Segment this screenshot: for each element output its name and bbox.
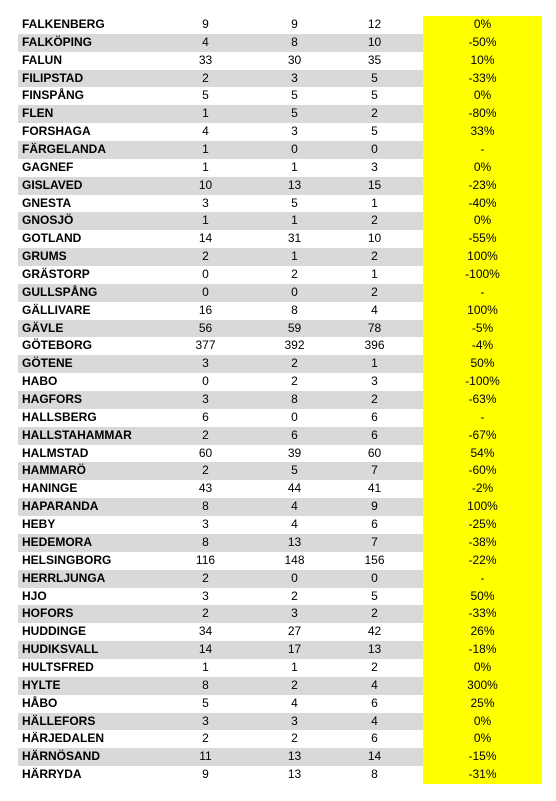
value-cell-1: 0 [148,284,263,302]
change-percent-cell: 54% [423,445,542,463]
municipality-cell: GRUMS [18,248,148,266]
value-cell-2: 39 [287,445,302,460]
table-row [18,445,542,463]
value-cell-1: 33 [198,52,213,67]
value-cell-1: 43 [198,481,213,496]
municipality-cell: HAGFORS [18,391,148,409]
value-cell-1: 3 [202,517,209,532]
municipality-cell: HÅBO [22,695,58,710]
table-row [18,391,542,409]
table-row [18,105,542,123]
value-cell-3: 2 [326,284,423,302]
change-percent-cell: 50% [423,355,542,373]
change-percent-cell: -50% [423,34,542,52]
value-cell-1: 34 [198,624,213,639]
table-row [18,52,542,70]
table-row [18,552,542,570]
value-cell-1: 377 [195,338,216,353]
table-row [18,677,542,695]
value-cell-1: 6 [202,409,209,424]
change-percent-cell: -4% [423,337,542,355]
value-cell-2: 8 [263,391,326,409]
table-row [18,462,542,480]
value-cell-2: 27 [287,624,302,639]
municipality-cell: GAGNEF [22,159,74,174]
value-cell-1: 4 [202,124,209,139]
table-row [18,588,542,606]
value-cell-2: 13 [287,767,302,782]
value-cell-1: 2 [148,605,263,623]
value-cell-2: 5 [263,105,326,123]
value-cell-1: 3 [202,588,209,603]
municipality-cell: HÄRRYDA [22,767,82,782]
value-cell-3: 15 [326,177,423,195]
value-cell-1: 8 [148,498,263,516]
value-cell-3: 42 [367,624,382,639]
change-percent-cell: -25% [423,516,542,534]
municipality-cell: HALLSTAHAMMAR [18,427,148,445]
value-cell-3: 3 [371,374,378,389]
table-row [18,766,542,784]
value-cell-3: 6 [371,517,378,532]
value-cell-1: 8 [148,534,263,552]
value-cell-3: 156 [364,552,385,567]
municipality-cell: GOTLAND [22,231,82,246]
change-percent-cell: -23% [423,177,542,195]
table-row [18,87,542,105]
municipality-cell: HAMMARÖ [18,462,148,480]
municipality-cell: FALUN [22,52,62,67]
change-percent-cell: 25% [423,695,542,713]
value-cell-3: 4 [326,713,423,731]
table-row [18,34,542,52]
value-cell-1: 5 [202,88,209,103]
value-cell-2: 8 [263,34,326,52]
change-percent-cell: -100% [423,373,542,391]
municipality-cell: HAPARANDA [18,498,148,516]
table-row [18,212,542,230]
change-percent-cell: -60% [423,462,542,480]
value-cell-1: 8 [148,677,263,695]
table-row [18,230,542,248]
value-cell-2: 4 [291,695,298,710]
table-row [18,373,542,391]
change-percent-cell: -31% [423,766,542,784]
value-cell-1: 1 [148,212,263,230]
value-cell-3: 6 [371,409,378,424]
change-percent-cell: 0% [423,730,542,748]
value-cell-3: 60 [367,445,382,460]
value-cell-1: 60 [198,445,213,460]
value-cell-2: 1 [291,159,298,174]
value-cell-2: 1 [291,659,298,674]
value-cell-1: 2 [202,731,209,746]
table-row [18,516,542,534]
value-cell-1: 5 [202,695,209,710]
table-row [18,284,542,302]
municipality-cell: GÄLLIVARE [22,302,91,317]
value-cell-3: 78 [326,320,423,338]
municipality-cell: HULTSFRED [22,659,94,674]
value-cell-1: 116 [195,552,216,567]
value-cell-2: 0 [291,409,298,424]
municipality-cell: HOFORS [18,605,148,623]
value-cell-2: 2 [291,731,298,746]
table-row [18,605,542,623]
value-cell-2: 0 [263,570,326,588]
municipality-cell: HYLTE [18,677,148,695]
table-row [18,248,542,266]
table-row [18,141,542,159]
municipality-table [18,16,542,784]
value-cell-2: 2 [263,355,326,373]
change-percent-cell: 0% [423,159,542,177]
value-cell-3: 14 [326,748,423,766]
value-cell-1: 1 [148,141,263,159]
table-row [18,534,542,552]
value-cell-3: 1 [371,267,378,282]
municipality-cell: FORSHAGA [22,124,91,139]
value-cell-2: 13 [263,177,326,195]
change-percent-cell: 0% [423,659,542,677]
municipality-cell: HUDDINGE [22,624,87,639]
change-percent-cell: 100% [423,498,542,516]
value-cell-1: 2 [148,427,263,445]
value-cell-3: 2 [326,212,423,230]
value-cell-2: 1 [263,212,326,230]
value-cell-1: 3 [148,355,263,373]
value-cell-1: 2 [148,70,263,88]
value-cell-2: 3 [291,124,298,139]
table-row [18,195,542,213]
value-cell-3: 12 [367,17,382,31]
value-cell-1: 9 [202,17,209,31]
value-cell-2: 6 [263,427,326,445]
municipality-cell: HEDEMORA [18,534,148,552]
change-percent-cell: 0% [423,212,542,230]
table-row [18,498,542,516]
value-cell-2: 13 [263,748,326,766]
value-cell-3: 0 [326,141,423,159]
table-row [18,570,542,588]
change-percent-cell: -55% [423,230,542,248]
value-cell-3: 2 [326,248,423,266]
change-percent-cell: - [423,141,542,159]
table-row [18,427,542,445]
municipality-cell: HERRLJUNGA [18,570,148,588]
value-cell-3: 1 [326,355,423,373]
change-percent-cell: - [423,409,542,427]
change-percent-cell: -40% [423,195,542,213]
value-cell-3: 7 [326,534,423,552]
table-row [18,623,542,641]
table-row [18,177,542,195]
value-cell-1: 56 [148,320,263,338]
table-row [18,123,542,141]
value-cell-3: 8 [371,767,378,782]
change-percent-cell: -18% [423,641,542,659]
value-cell-3: 10 [326,34,423,52]
value-cell-1: 2 [148,570,263,588]
change-percent-cell: 0% [423,87,542,105]
value-cell-3: 2 [326,605,423,623]
value-cell-3: 3 [371,159,378,174]
change-percent-cell: - [423,570,542,588]
change-percent-cell: -38% [423,534,542,552]
change-percent-cell: -33% [423,70,542,88]
change-percent-cell: -33% [423,605,542,623]
municipality-cell: GÖTEBORG [22,338,93,353]
value-cell-2: 31 [287,231,302,246]
value-cell-3: 2 [326,105,423,123]
municipality-cell: FALKENBERG [22,17,105,31]
municipality-cell: FINSPÅNG [22,88,85,103]
value-cell-1: 14 [148,641,263,659]
value-cell-3: 5 [371,588,378,603]
value-cell-1: 9 [202,767,209,782]
value-cell-2: 59 [263,320,326,338]
change-percent-cell: 100% [423,302,542,320]
value-cell-1: 14 [198,231,213,246]
value-cell-2: 392 [284,338,305,353]
municipality-cell: GÄVLE [18,320,148,338]
municipality-cell: HÄRJEDALEN [22,731,105,746]
value-cell-3: 396 [364,338,385,353]
municipality-cell: FILIPSTAD [18,70,148,88]
value-cell-2: 2 [291,267,298,282]
change-percent-cell: - [423,284,542,302]
value-cell-3: 13 [326,641,423,659]
value-cell-3: 4 [371,302,378,317]
value-cell-3: 2 [371,659,378,674]
table-row [18,266,542,284]
value-cell-2: 30 [287,52,302,67]
value-cell-1: 11 [148,748,263,766]
value-cell-1: 0 [202,374,209,389]
value-cell-3: 9 [326,498,423,516]
value-cell-2: 5 [291,88,298,103]
value-cell-1: 1 [202,659,209,674]
change-percent-cell: -100% [423,266,542,284]
municipality-cell: GÖTENE [18,355,148,373]
value-cell-2: 2 [291,374,298,389]
change-percent-cell: -5% [423,320,542,338]
value-cell-1: 0 [202,267,209,282]
value-cell-2: 3 [263,70,326,88]
change-percent-cell: -2% [423,480,542,498]
municipality-cell: GNOSJÖ [18,212,148,230]
value-cell-2: 2 [291,588,298,603]
table-row [18,159,542,177]
change-percent-cell: -63% [423,391,542,409]
change-percent-cell: 50% [423,588,542,606]
change-percent-cell: 26% [423,623,542,641]
table-row [18,409,542,427]
value-cell-1: 2 [148,462,263,480]
value-cell-2: 148 [284,552,305,567]
municipality-cell: GNESTA [22,195,72,210]
change-percent-cell: 100% [423,248,542,266]
municipality-cell: HÄRNÖSAND [18,748,148,766]
municipality-cell: FLEN [18,105,148,123]
municipality-cell: HJO [22,588,47,603]
value-cell-2: 3 [263,713,326,731]
value-cell-3: 35 [367,52,382,67]
change-percent-cell: -15% [423,748,542,766]
value-cell-1: 1 [148,105,263,123]
value-cell-3: 7 [326,462,423,480]
value-cell-3: 6 [371,731,378,746]
table-row [18,748,542,766]
value-cell-2: 0 [263,284,326,302]
municipality-cell: HÄLLEFORS [18,713,148,731]
value-cell-1: 16 [198,302,213,317]
municipality-cell: HEBY [22,517,56,532]
value-cell-2: 44 [287,481,302,496]
value-cell-2: 13 [263,534,326,552]
table-row [18,70,542,88]
municipality-cell: HALMSTAD [22,445,89,460]
value-cell-2: 8 [291,302,298,317]
table-row [18,355,542,373]
change-percent-cell: -80% [423,105,542,123]
value-cell-2: 5 [291,195,298,210]
table-row [18,337,542,355]
change-percent-cell: 10% [423,52,542,70]
value-cell-1: 1 [202,159,209,174]
municipality-cell: HUDIKSVALL [18,641,148,659]
value-cell-3: 6 [326,427,423,445]
table-row [18,713,542,731]
value-cell-3: 5 [371,88,378,103]
value-cell-3: 6 [371,695,378,710]
table-row [18,730,542,748]
value-cell-2: 17 [263,641,326,659]
value-cell-1: 10 [148,177,263,195]
change-percent-cell: 300% [423,677,542,695]
change-percent-cell: 0% [423,16,542,34]
municipality-cell: HELSINGBORG [22,552,112,567]
value-cell-3: 1 [371,195,378,210]
value-cell-1: 3 [148,713,263,731]
change-percent-cell: 33% [423,123,542,141]
value-cell-2: 4 [291,517,298,532]
table-row [18,659,542,677]
table-row [18,641,542,659]
change-percent-cell: -22% [423,552,542,570]
value-cell-2: 2 [263,677,326,695]
value-cell-2: 5 [263,462,326,480]
value-cell-3: 10 [367,231,382,246]
value-cell-3: 41 [367,481,382,496]
municipality-cell: GULLSPÅNG [18,284,148,302]
value-cell-3: 5 [371,124,378,139]
municipality-cell: HANINGE [22,481,78,496]
municipality-cell: FALKÖPING [18,34,148,52]
change-percent-cell: -67% [423,427,542,445]
value-cell-2: 4 [263,498,326,516]
value-cell-2: 0 [263,141,326,159]
value-cell-3: 4 [326,677,423,695]
value-cell-1: 2 [148,248,263,266]
table-row [18,695,542,713]
value-cell-2: 1 [263,248,326,266]
value-cell-3: 5 [326,70,423,88]
value-cell-1: 3 [202,195,209,210]
table-row [18,16,542,34]
municipality-cell: HABO [22,374,58,389]
value-cell-1: 4 [148,34,263,52]
value-cell-1: 3 [148,391,263,409]
value-cell-3: 0 [326,570,423,588]
municipality-cell: FÄRGELANDA [18,141,148,159]
value-cell-2: 9 [291,17,298,31]
municipality-cell: HALLSBERG [22,409,97,424]
change-percent-cell: 0% [423,713,542,731]
table-row [18,302,542,320]
value-cell-3: 2 [326,391,423,409]
table-row [18,320,542,338]
municipality-cell: GISLAVED [18,177,148,195]
table-row [18,480,542,498]
municipality-cell: GRÄSTORP [22,267,90,282]
value-cell-2: 3 [263,605,326,623]
